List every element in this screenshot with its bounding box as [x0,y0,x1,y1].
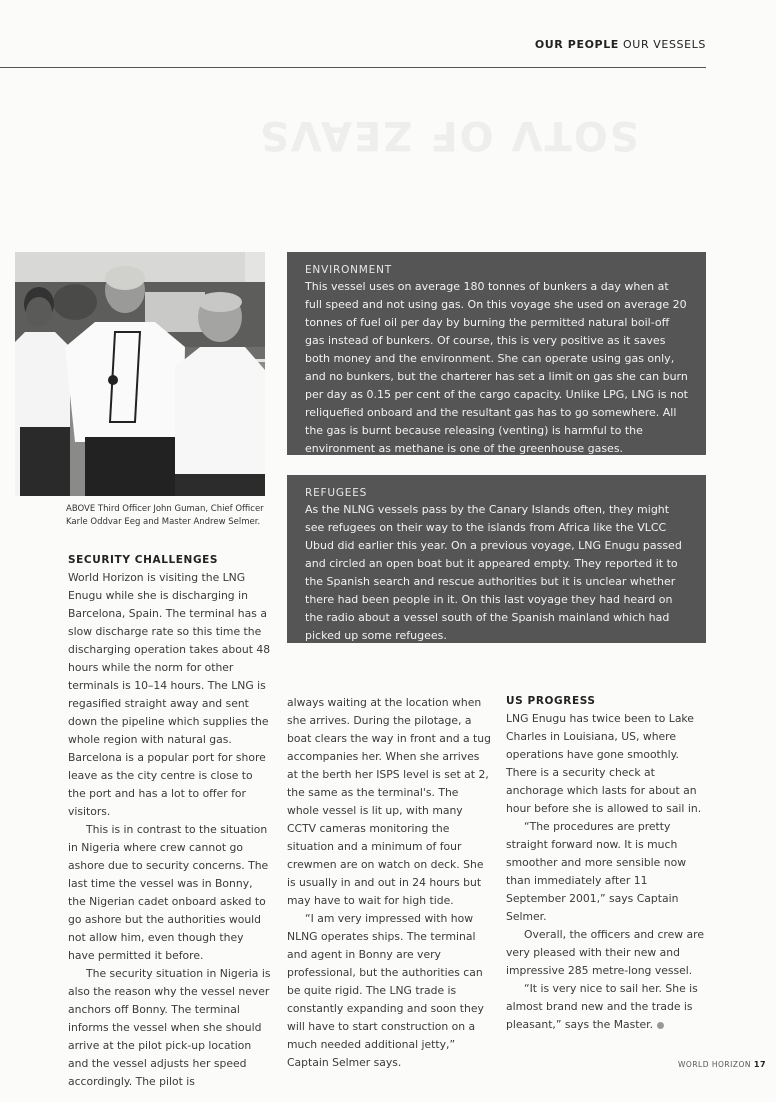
us-progress-heading: US PROGRESS [506,695,596,707]
section-header-rest: OUR VESSELS [623,38,706,51]
section-header [535,38,706,51]
article-column-3 [506,692,706,1034]
end-of-article-icon [657,1022,664,1029]
page-footer [678,1060,766,1069]
refugees-text: As the NLNG vessels pass by the Canary Islands often, they might see refugees on their way to the islands from Africa like the VLCC Ubud did earlier this year. On a previous voyage, LNG Enugu passed and circled an open boat but it appeared empty. They reported it to the Spanish search and rescue authorities but it is unclear whether there had been people in it. On this last voyage they had heard on the radio about a vessel south of the Spanish mainland which had picked up some refugees. [305,503,682,642]
security-heading: SECURITY CHALLENGES [68,554,219,566]
environment-sidebar [287,252,706,455]
us-progress-paragraph-1: LNG Enugu has twice been to Lake Charles in Louisiana, US, where operations have gone smoothly. There is a security check at anchorage which lasts for about an hour before she is allowed to sail in. [506,712,702,815]
article-column-1 [68,551,272,1091]
security-paragraph-2: This is in contrast to the situation in Nigeria where crew cannot go ashore due to security concerns. The last time the vessel was in Bonny, the Nigerian cadet onboard asked to go ashore but the authorities would not allow him, even though they have permitted it before. [68,823,269,962]
header-divider [0,67,706,68]
section-header-bold: OUR PEOPLE [534,38,619,51]
col2-paragraph-1: always waiting at the location when she arrives. During the pilotage, a boat clears the way in front and a tug accompanies her. When she arrives at the berth her ISPS level is set at 2, the same as the terminal's. The whole vessel is lit up, with many CCTV cameras monitoring the situation and a minimum of four crewmen are on watch on deck. She is usually in and out in 24 hours but may have to wait for high tide. [287,696,491,907]
environment-text: This vessel uses on average 180 tonnes of bunkers a day when at full speed and not using gas. On this voyage she used on average 20 tonnes of fuel oil per day by burning the permitted natural boil-off gas instead of bunkers. Of course, this is very positive as it saves both money and the environment. She can operate using gas only, and no bunkers, but the charterer has set a limit on gas she can burn per day as 0.15 per cent of the cargo capacity. Unlike LPG, LNG is not reliquefied onboard and the resultant gas has to go somewhere. All the gas is burnt because releasing (venting) is harmful to the environment as methane is one of the greenhouse gases. [305,280,688,455]
show-through-ghost-text: SOTV OF ZEAVS [258,112,639,158]
crew-photo [15,252,265,496]
article-column-2 [287,694,493,1072]
us-progress-paragraph-3: Overall, the officers and crew are very pleased with their new and impressive 285 metre-long vessel. [506,928,704,977]
photo-caption: ABOVE Third Officer John Guman, Chief Officer Karle Oddvar Eeg and Master Andrew Selmer. [66,504,264,527]
col2-paragraph-2: “I am very impressed with how NLNG operates ships. The terminal and agent in Bonny are very professional, but the authorities can be quite rigid. The LNG trade is constantly expanding and soon they will have to start construction on a much needed additional jetty,” Captain Selmer says. [287,912,484,1069]
us-progress-paragraph-4: “It is very nice to sail her. She is almost brand new and the trade is pleasant,” says the Master. [506,982,698,1031]
magazine-name: WORLD HORIZON [678,1060,751,1069]
refugees-title: REFUGEES [305,487,368,499]
page-number: 17 [753,1060,767,1069]
us-progress-paragraph-2: “The procedures are pretty straight forward now. It is much smoother and more sensible now than immediately after 11 September 2001,” says Captain Selmer. [506,820,687,923]
security-paragraph-3: The security situation in Nigeria is also the reason why the vessel never anchors off Bonny. The terminal informs the vessel when she should arrive at the pilot pick-up location and the vessel adjusts her speed accordingly. The pilot is [68,967,271,1088]
security-paragraph-1: World Horizon is visiting the LNG Enugu while she is discharging in Barcelona, Spain. The terminal has a slow discharge rate so this time the discharging operation takes about 48 hours while the norm for other terminals is 10–14 hours. The LNG is regasified straight away and sent down the pipeline which supplies the whole region with natural gas. Barcelona is a popular port for shore leave as the city centre is close to the port and has a lot to offer for visitors. [68,571,271,818]
refugees-sidebar [287,475,706,643]
crew-photo-illustration [15,252,265,496]
environment-title: ENVIRONMENT [305,264,392,276]
